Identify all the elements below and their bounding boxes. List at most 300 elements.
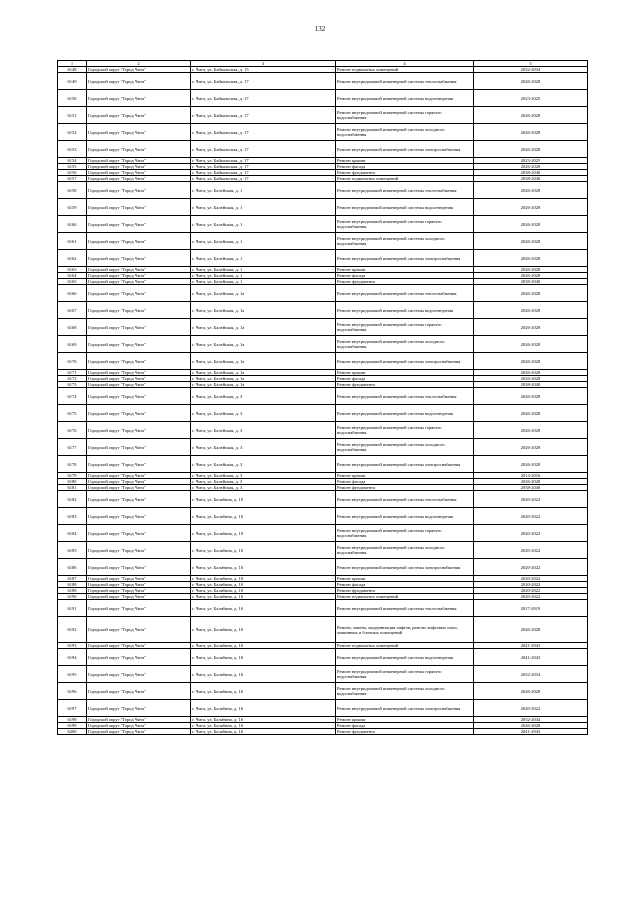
column-header: 5 xyxy=(474,61,588,67)
period-cell: 2026-2028 xyxy=(474,376,588,382)
address-cell: г. Чита, ул. Балябина, д. 10 xyxy=(191,588,336,594)
period-cell: 2026-2028 xyxy=(474,233,588,250)
row-number-cell: 6156 xyxy=(58,170,87,176)
municipality-cell: Городской округ "Город Чита" xyxy=(87,233,191,250)
table-row xyxy=(58,182,588,199)
table-row xyxy=(58,729,588,735)
address-cell: г. Чита, ул. Балябина, д. 10 xyxy=(191,559,336,576)
municipality-cell: Городской округ "Город Чита" xyxy=(87,124,191,141)
address-cell: г. Чита, ул. Балябина, д. 16 xyxy=(191,643,336,649)
row-number-cell: 6172 xyxy=(58,376,87,382)
period-cell: 2026-2028 xyxy=(474,336,588,353)
row-number-cell: 6165 xyxy=(58,279,87,285)
municipality-cell: Городской округ "Город Чита" xyxy=(87,267,191,273)
work-type-cell: Ремонт фасада xyxy=(336,723,474,729)
row-number-cell: 6191 xyxy=(58,600,87,617)
row-number-cell: 6177 xyxy=(58,439,87,456)
work-type-cell: Ремонт фундамента xyxy=(336,382,474,388)
municipality-cell: Городской округ "Город Чита" xyxy=(87,700,191,717)
address-cell: г. Чита, ул. Балейская, д. 3 xyxy=(191,439,336,456)
work-type-cell: Ремонт крыши xyxy=(336,158,474,164)
address-cell: г. Чита, ул. Балейская, д. 3 xyxy=(191,388,336,405)
table-row xyxy=(58,439,588,456)
address-cell: г. Чита, ул. Балябина, д. 16 xyxy=(191,617,336,643)
work-type-cell: Ремонт фасада xyxy=(336,479,474,485)
work-type-cell: Ремонт внутридомовой инженерной системы холодного водоснабжения xyxy=(336,439,474,456)
period-cell: 2023-2025 xyxy=(474,158,588,164)
table-row xyxy=(58,542,588,559)
address-cell: г. Чита, ул. Балейская, д. 1а xyxy=(191,353,336,370)
address-cell: г. Чита, ул. Байкальская, д. 17 xyxy=(191,158,336,164)
row-number-cell: 6157 xyxy=(58,176,87,182)
row-number-cell: 6176 xyxy=(58,422,87,439)
table-row xyxy=(58,199,588,216)
address-cell: г. Чита, ул. Балейская, д. 3 xyxy=(191,456,336,473)
municipality-cell: Городской округ "Город Чита" xyxy=(87,319,191,336)
row-number-cell: 6170 xyxy=(58,353,87,370)
table-row xyxy=(58,666,588,683)
repair-schedule-table xyxy=(57,60,588,735)
row-number-cell: 6161 xyxy=(58,233,87,250)
row-number-cell: 6194 xyxy=(58,649,87,666)
address-cell: г. Чита, ул. Балябина, д. 10 xyxy=(191,594,336,600)
municipality-cell: Городской округ "Город Чита" xyxy=(87,67,191,73)
work-type-cell: Ремонт внутридомовой инженерной системы холодного водоснабжения xyxy=(336,336,474,353)
period-cell: 2026-2028 xyxy=(474,370,588,376)
row-number-cell: 6166 xyxy=(58,285,87,302)
table-row xyxy=(58,319,588,336)
row-number-cell: 6199 xyxy=(58,723,87,729)
period-cell: 2038-2040 xyxy=(474,279,588,285)
work-type-cell: Ремонт подвальных помещений xyxy=(336,67,474,73)
table-row xyxy=(58,90,588,107)
row-number-cell: 6158 xyxy=(58,182,87,199)
work-type-cell: Ремонт внутридомовой инженерной системы водоотведения xyxy=(336,302,474,319)
table-row xyxy=(58,250,588,267)
row-number-cell: 6175 xyxy=(58,405,87,422)
address-cell: г. Чита, ул. Балябина, д. 10 xyxy=(191,525,336,542)
row-number-cell: 6200 xyxy=(58,729,87,735)
municipality-cell: Городской округ "Город Чита" xyxy=(87,176,191,182)
address-cell: г. Чита, ул. Байкальская, д. 15 xyxy=(191,67,336,73)
address-cell: г. Чита, ул. Балейская, д. 1 xyxy=(191,279,336,285)
municipality-cell: Городской округ "Город Чита" xyxy=(87,594,191,600)
municipality-cell: Городской округ "Город Чита" xyxy=(87,370,191,376)
period-cell: 2026-2028 xyxy=(474,250,588,267)
municipality-cell: Городской округ "Город Чита" xyxy=(87,723,191,729)
work-type-cell: Ремонт подвальных помещений xyxy=(336,643,474,649)
period-cell: 2026-2028 xyxy=(474,273,588,279)
row-number-cell: 6164 xyxy=(58,273,87,279)
municipality-cell: Городской округ "Город Чита" xyxy=(87,279,191,285)
table-row xyxy=(58,285,588,302)
work-type-cell: Ремонт внутридомовой инженерной системы горячего водоснабжения xyxy=(336,319,474,336)
municipality-cell: Городской округ "Город Чита" xyxy=(87,382,191,388)
work-type-cell: Ремонт внутридомовой инженерной системы холодного водоснабжения xyxy=(336,233,474,250)
table-row xyxy=(58,336,588,353)
municipality-cell: Городской округ "Город Чита" xyxy=(87,649,191,666)
period-cell: 2026-2028 xyxy=(474,319,588,336)
address-cell: г. Чита, ул. Балейская, д. 1 xyxy=(191,233,336,250)
municipality-cell: Городской округ "Город Чита" xyxy=(87,250,191,267)
work-type-cell: Ремонт фундамента xyxy=(336,279,474,285)
period-cell: 2026-2028 xyxy=(474,164,588,170)
address-cell: г. Чита, ул. Балейская, д. 1а xyxy=(191,336,336,353)
work-type-cell: Ремонт, замена, модернизация лифтов, ремонт лифтовых шахт, машинных и блочных помещений xyxy=(336,617,474,643)
table-row xyxy=(58,353,588,370)
address-cell: г. Чита, ул. Балейская, д. 1 xyxy=(191,273,336,279)
table-row xyxy=(58,302,588,319)
work-type-cell: Ремонт внутридомовой инженерной системы горячего водоснабжения xyxy=(336,525,474,542)
municipality-cell: Городской округ "Город Чита" xyxy=(87,542,191,559)
work-type-cell: Ремонт внутридомовой инженерной системы водоотведения xyxy=(336,199,474,216)
row-number-cell: 6162 xyxy=(58,250,87,267)
work-type-cell: Ремонт внутридомовой инженерной системы горячего водоснабжения xyxy=(336,216,474,233)
period-cell: 2026-2028 xyxy=(474,456,588,473)
period-cell: 2026-2028 xyxy=(474,353,588,370)
municipality-cell: Городской округ "Город Чита" xyxy=(87,600,191,617)
work-type-cell: Ремонт внутридомовой инженерной системы горячего водоснабжения xyxy=(336,107,474,124)
work-type-cell: Ремонт фундамента xyxy=(336,729,474,735)
work-type-cell: Ремонт крыши xyxy=(336,473,474,479)
table-row xyxy=(58,107,588,124)
work-type-cell: Ремонт крыши xyxy=(336,370,474,376)
work-type-cell: Ремонт фасада xyxy=(336,376,474,382)
period-cell: 2026-2028 xyxy=(474,683,588,700)
period-cell: 2026-2028 xyxy=(474,405,588,422)
row-number-cell: 6163 xyxy=(58,267,87,273)
address-cell: г. Чита, ул. Балейская, д. 1а xyxy=(191,370,336,376)
row-number-cell: 6193 xyxy=(58,643,87,649)
period-cell: 2020-2022 xyxy=(474,559,588,576)
table-row xyxy=(58,405,588,422)
work-type-cell: Ремонт внутридомовой инженерной системы водоотведения xyxy=(336,508,474,525)
address-cell: г. Чита, ул. Балейская, д. 1 xyxy=(191,216,336,233)
address-cell: г. Чита, ул. Балябина, д. 16 xyxy=(191,700,336,717)
municipality-cell: Городской округ "Город Чита" xyxy=(87,643,191,649)
table-row xyxy=(58,141,588,158)
table-row xyxy=(58,388,588,405)
row-number-cell: 6181 xyxy=(58,485,87,491)
period-cell: 2020-2022 xyxy=(474,508,588,525)
address-cell: г. Чита, ул. Байкальская, д. 17 xyxy=(191,176,336,182)
municipality-cell: Городской округ "Город Чита" xyxy=(87,376,191,382)
address-cell: г. Чита, ул. Балейская, д. 3 xyxy=(191,473,336,479)
period-cell: 2038-2040 xyxy=(474,176,588,182)
work-type-cell: Ремонт крыши xyxy=(336,717,474,723)
municipality-cell: Городской округ "Город Чита" xyxy=(87,485,191,491)
row-number-cell: 6192 xyxy=(58,617,87,643)
address-cell: г. Чита, ул. Балябина, д. 16 xyxy=(191,683,336,700)
table-row xyxy=(58,216,588,233)
row-number-cell: 6196 xyxy=(58,683,87,700)
work-type-cell: Ремонт фасада xyxy=(336,582,474,588)
work-type-cell: Ремонт крыши xyxy=(336,267,474,273)
table-row xyxy=(58,124,588,141)
address-cell: г. Чита, ул. Балейская, д. 1 xyxy=(191,182,336,199)
period-cell: 2020-2022 xyxy=(474,594,588,600)
address-cell: г. Чита, ул. Балябина, д. 16 xyxy=(191,717,336,723)
row-number-cell: 6171 xyxy=(58,370,87,376)
work-type-cell: Ремонт внутридомовой инженерной системы водоотведения xyxy=(336,90,474,107)
table-row xyxy=(58,508,588,525)
work-type-cell: Ремонт фундамента xyxy=(336,485,474,491)
municipality-cell: Городской округ "Город Чита" xyxy=(87,729,191,735)
row-number-cell: 6153 xyxy=(58,141,87,158)
row-number-cell: 6183 xyxy=(58,508,87,525)
column-header: 1 xyxy=(58,61,87,67)
municipality-cell: Городской округ "Город Чита" xyxy=(87,491,191,508)
work-type-cell: Ремонт внутридомовой инженерной системы электроснабжения xyxy=(336,559,474,576)
municipality-cell: Городской округ "Город Чита" xyxy=(87,199,191,216)
row-number-cell: 6185 xyxy=(58,542,87,559)
row-number-cell: 6188 xyxy=(58,582,87,588)
period-cell: 2026-2028 xyxy=(474,182,588,199)
municipality-cell: Городской округ "Город Чита" xyxy=(87,479,191,485)
work-type-cell: Ремонт внутридомовой инженерной системы холодного водоснабжения xyxy=(336,124,474,141)
period-cell: 2020-2022 xyxy=(474,542,588,559)
municipality-cell: Городской округ "Город Чита" xyxy=(87,439,191,456)
table-row xyxy=(58,491,588,508)
row-number-cell: 6150 xyxy=(58,90,87,107)
work-type-cell: Ремонт внутридомовой инженерной системы электроснабжения xyxy=(336,250,474,267)
address-cell: г. Чита, ул. Байкальская, д. 17 xyxy=(191,73,336,90)
period-cell: 2014-2016 xyxy=(474,473,588,479)
row-number-cell: 6174 xyxy=(58,388,87,405)
municipality-cell: Городской округ "Город Чита" xyxy=(87,285,191,302)
municipality-cell: Городской округ "Город Чита" xyxy=(87,456,191,473)
address-cell: г. Чита, ул. Байкальская, д. 17 xyxy=(191,164,336,170)
period-cell: 2017-2019 xyxy=(474,600,588,617)
period-cell: 2032-2034 xyxy=(474,717,588,723)
table-body xyxy=(58,67,588,735)
row-number-cell: 6190 xyxy=(58,594,87,600)
municipality-cell: Городской округ "Город Чита" xyxy=(87,559,191,576)
address-cell: г. Чита, ул. Балейская, д. 1а xyxy=(191,302,336,319)
work-type-cell: Ремонт внутридомовой инженерной системы холодного водоснабжения xyxy=(336,683,474,700)
address-cell: г. Чита, ул. Балябина, д. 16 xyxy=(191,600,336,617)
municipality-cell: Городской округ "Город Чита" xyxy=(87,508,191,525)
municipality-cell: Городской округ "Город Чита" xyxy=(87,683,191,700)
period-cell: 2041-2043 xyxy=(474,649,588,666)
table-row xyxy=(58,683,588,700)
work-type-cell: Ремонт внутридомовой инженерной системы электроснабжения xyxy=(336,700,474,717)
work-type-cell: Ремонт фасада xyxy=(336,273,474,279)
row-number-cell: 6179 xyxy=(58,473,87,479)
work-type-cell: Ремонт подвальных помещений xyxy=(336,176,474,182)
address-cell: г. Чита, ул. Балейская, д. 1 xyxy=(191,267,336,273)
column-header: 2 xyxy=(87,61,191,67)
address-cell: г. Чита, ул. Балябина, д. 16 xyxy=(191,723,336,729)
page-number: 132 xyxy=(314,25,326,33)
period-cell: 2026-2028 xyxy=(474,422,588,439)
municipality-cell: Городской округ "Город Чита" xyxy=(87,353,191,370)
municipality-cell: Городской округ "Город Чита" xyxy=(87,576,191,582)
municipality-cell: Городской округ "Город Чита" xyxy=(87,158,191,164)
row-number-cell: 6168 xyxy=(58,319,87,336)
municipality-cell: Городской округ "Город Чита" xyxy=(87,182,191,199)
period-cell: 2026-2028 xyxy=(474,141,588,158)
municipality-cell: Городской округ "Город Чита" xyxy=(87,717,191,723)
period-cell: 2023-2025 xyxy=(474,90,588,107)
municipality-cell: Городской округ "Город Чита" xyxy=(87,216,191,233)
period-cell: 2026-2028 xyxy=(474,302,588,319)
row-number-cell: 6148 xyxy=(58,67,87,73)
address-cell: г. Чита, ул. Балейская, д. 1а xyxy=(191,376,336,382)
row-number-cell: 6178 xyxy=(58,456,87,473)
municipality-cell: Городской округ "Город Чита" xyxy=(87,141,191,158)
row-number-cell: 6197 xyxy=(58,700,87,717)
work-type-cell: Ремонт внутридомовой инженерной системы горячего водоснабжения xyxy=(336,666,474,683)
period-cell: 2020-2022 xyxy=(474,588,588,594)
row-number-cell: 6159 xyxy=(58,199,87,216)
period-cell: 2026-2028 xyxy=(474,388,588,405)
work-type-cell: Ремонт внутридомовой инженерной системы теплоснабжения xyxy=(336,600,474,617)
row-number-cell: 6180 xyxy=(58,479,87,485)
municipality-cell: Городской округ "Город Чита" xyxy=(87,588,191,594)
address-cell: г. Чита, ул. Балябина, д. 10 xyxy=(191,576,336,582)
work-type-cell: Ремонт внутридомовой инженерной системы водоотведения xyxy=(336,649,474,666)
period-cell: 2032-2034 xyxy=(474,67,588,73)
table-row xyxy=(58,525,588,542)
municipality-cell: Городской округ "Город Чита" xyxy=(87,666,191,683)
row-number-cell: 6154 xyxy=(58,158,87,164)
column-header: 4 xyxy=(336,61,474,67)
work-type-cell: Ремонт внутридомовой инженерной системы водоотведения xyxy=(336,405,474,422)
municipality-cell: Городской округ "Город Чита" xyxy=(87,336,191,353)
address-cell: г. Чита, ул. Балейская, д. 3 xyxy=(191,479,336,485)
table-row xyxy=(58,422,588,439)
period-cell: 2026-2028 xyxy=(474,73,588,90)
work-type-cell: Ремонт внутридомовой инженерной системы теплоснабжения xyxy=(336,388,474,405)
period-cell: 2038-2040 xyxy=(474,382,588,388)
address-cell: г. Чита, ул. Балябина, д. 16 xyxy=(191,729,336,735)
address-cell: г. Чита, ул. Байкальская, д. 17 xyxy=(191,124,336,141)
municipality-cell: Городской округ "Город Чита" xyxy=(87,164,191,170)
row-number-cell: 6173 xyxy=(58,382,87,388)
address-cell: г. Чита, ул. Балейская, д. 3 xyxy=(191,405,336,422)
row-number-cell: 6149 xyxy=(58,73,87,90)
period-cell: 2026-2028 xyxy=(474,617,588,643)
address-cell: г. Чита, ул. Балейская, д. 1а xyxy=(191,382,336,388)
row-number-cell: 6186 xyxy=(58,559,87,576)
work-type-cell: Ремонт фундамента xyxy=(336,588,474,594)
municipality-cell: Городской округ "Город Чита" xyxy=(87,473,191,479)
period-cell: 2020-2022 xyxy=(474,576,588,582)
period-cell: 2020-2022 xyxy=(474,700,588,717)
period-cell: 2026-2028 xyxy=(474,124,588,141)
period-cell: 2026-2028 xyxy=(474,285,588,302)
row-number-cell: 6195 xyxy=(58,666,87,683)
address-cell: г. Чита, ул. Балябина, д. 10 xyxy=(191,508,336,525)
table-row xyxy=(58,456,588,473)
address-cell: г. Чита, ул. Балябина, д. 10 xyxy=(191,542,336,559)
municipality-cell: Городской округ "Город Чита" xyxy=(87,107,191,124)
period-cell: 2026-2028 xyxy=(474,216,588,233)
period-cell: 2032-2034 xyxy=(474,666,588,683)
municipality-cell: Городской округ "Город Чита" xyxy=(87,405,191,422)
table-row xyxy=(58,600,588,617)
work-type-cell: Ремонт внутридомовой инженерной системы теплоснабжения xyxy=(336,182,474,199)
period-cell: 2041-2043 xyxy=(474,643,588,649)
address-cell: г. Чита, ул. Балябина, д. 16 xyxy=(191,649,336,666)
work-type-cell: Ремонт внутридомовой инженерной системы теплоснабжения xyxy=(336,73,474,90)
address-cell: г. Чита, ул. Балейская, д. 1а xyxy=(191,285,336,302)
address-cell: г. Чита, ул. Балейская, д. 1 xyxy=(191,250,336,267)
row-number-cell: 6151 xyxy=(58,107,87,124)
municipality-cell: Городской округ "Город Чита" xyxy=(87,90,191,107)
table-row xyxy=(58,233,588,250)
municipality-cell: Городской округ "Город Чита" xyxy=(87,617,191,643)
table-row xyxy=(58,617,588,643)
work-type-cell: Ремонт внутридомовой инженерной системы электроснабжения xyxy=(336,456,474,473)
row-number-cell: 6184 xyxy=(58,525,87,542)
address-cell: г. Чита, ул. Балейская, д. 3 xyxy=(191,485,336,491)
municipality-cell: Городской округ "Город Чита" xyxy=(87,582,191,588)
address-cell: г. Чита, ул. Балейская, д. 1 xyxy=(191,199,336,216)
period-cell: 2038-2040 xyxy=(474,485,588,491)
row-number-cell: 6167 xyxy=(58,302,87,319)
period-cell: 2026-2028 xyxy=(474,439,588,456)
table-row xyxy=(58,649,588,666)
table-row xyxy=(58,700,588,717)
row-number-cell: 6160 xyxy=(58,216,87,233)
municipality-cell: Городской округ "Город Чита" xyxy=(87,170,191,176)
row-number-cell: 6187 xyxy=(58,576,87,582)
period-cell: 2026-2028 xyxy=(474,479,588,485)
column-header: 3 xyxy=(191,61,336,67)
row-number-cell: 6189 xyxy=(58,588,87,594)
work-type-cell: Ремонт фундамента xyxy=(336,170,474,176)
work-type-cell: Ремонт внутридомовой инженерной системы холодного водоснабжения xyxy=(336,542,474,559)
period-cell: 2020-2022 xyxy=(474,582,588,588)
period-cell: 2026-2028 xyxy=(474,107,588,124)
period-cell: 2026-2028 xyxy=(474,723,588,729)
work-type-cell: Ремонт крыши xyxy=(336,576,474,582)
period-cell: 2026-2028 xyxy=(474,267,588,273)
row-number-cell: 6155 xyxy=(58,164,87,170)
municipality-cell: Городской округ "Город Чита" xyxy=(87,273,191,279)
address-cell: г. Чита, ул. Байкальская, д. 17 xyxy=(191,107,336,124)
municipality-cell: Городской округ "Город Чита" xyxy=(87,388,191,405)
address-cell: г. Чита, ул. Балябина, д. 16 xyxy=(191,666,336,683)
table-row xyxy=(58,73,588,90)
address-cell: г. Чита, ул. Балябина, д. 10 xyxy=(191,491,336,508)
table-row xyxy=(58,559,588,576)
row-number-cell: 6152 xyxy=(58,124,87,141)
row-number-cell: 6198 xyxy=(58,717,87,723)
work-type-cell: Ремонт внутридомовой инженерной системы горячего водоснабжения xyxy=(336,422,474,439)
address-cell: г. Чита, ул. Байкальская, д. 17 xyxy=(191,90,336,107)
row-number-cell: 6182 xyxy=(58,491,87,508)
address-cell: г. Чита, ул. Байкальская, д. 17 xyxy=(191,170,336,176)
address-cell: г. Чита, ул. Балябина, д. 10 xyxy=(191,582,336,588)
address-cell: г. Чита, ул. Балейская, д. 1а xyxy=(191,319,336,336)
period-cell: 2038-2040 xyxy=(474,170,588,176)
work-type-cell: Ремонт внутридомовой инженерной системы теплоснабжения xyxy=(336,285,474,302)
work-type-cell: Ремонт внутридомовой инженерной системы электроснабжения xyxy=(336,353,474,370)
address-cell: г. Чита, ул. Байкальская, д. 17 xyxy=(191,141,336,158)
work-type-cell: Ремонт фасада xyxy=(336,164,474,170)
address-cell: г. Чита, ул. Балейская, д. 3 xyxy=(191,422,336,439)
period-cell: 2020-2022 xyxy=(474,491,588,508)
work-type-cell: Ремонт внутридомовой инженерной системы электроснабжения xyxy=(336,141,474,158)
work-type-cell: Ремонт внутридомовой инженерной системы теплоснабжения xyxy=(336,491,474,508)
period-cell: 2020-2022 xyxy=(474,525,588,542)
period-cell: 2026-2028 xyxy=(474,199,588,216)
municipality-cell: Городской округ "Город Чита" xyxy=(87,422,191,439)
municipality-cell: Городской округ "Город Чита" xyxy=(87,302,191,319)
